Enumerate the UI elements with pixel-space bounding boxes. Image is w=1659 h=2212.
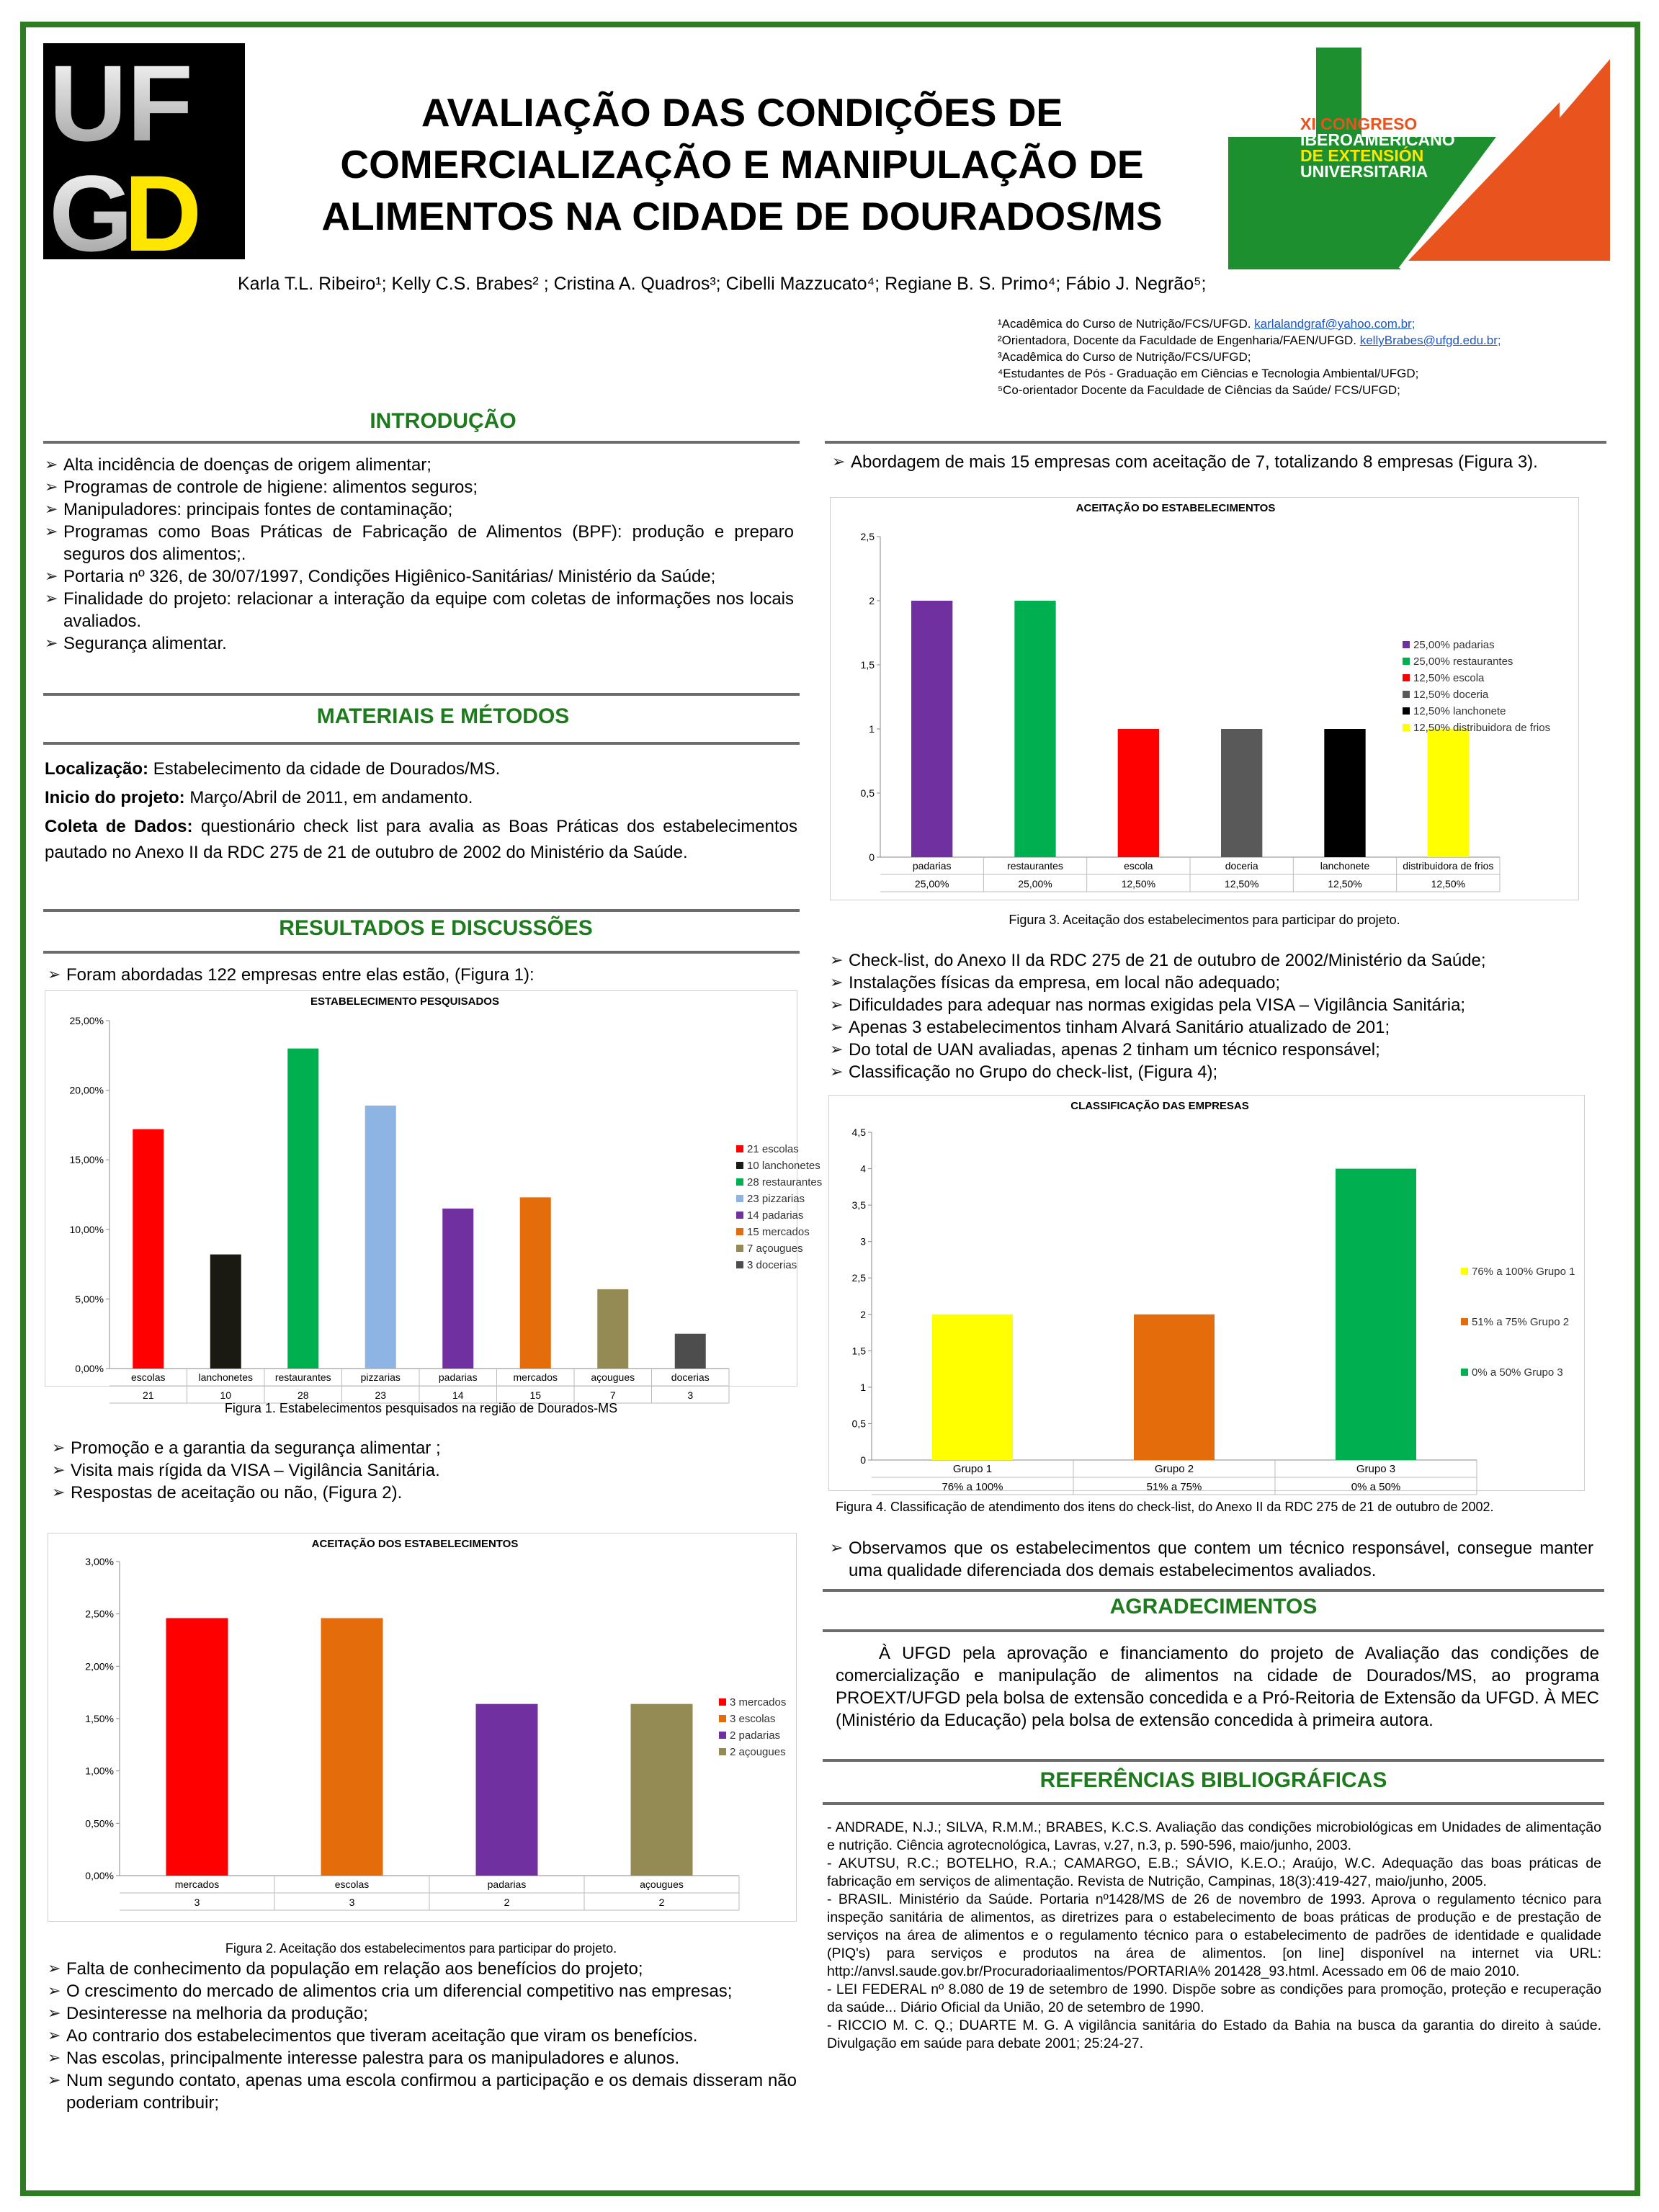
x-tick-label: pizzarias	[360, 1371, 401, 1383]
x-count-label: 2	[658, 1897, 665, 1908]
y-tick-label: 2,50%	[85, 1608, 114, 1620]
y-tick-label: 1	[869, 723, 875, 735]
x-count-label: 12,50%	[1121, 878, 1156, 890]
legend-label: 3 escolas	[730, 1713, 776, 1725]
reference-item: - RICCIO M. C. Q.; DUARTE M. G. A vigilância sanitária do Estado da Bahia na busca da garantia do direito à saúde. Divulgação em saúde para debate 2001; 25:24-27.	[827, 2018, 1601, 2051]
list-item: ➢ Programas como Boas Práticas de Fabricação de Alimentos (BPF): produção e preparo seguros dos alimentos;.	[45, 521, 794, 565]
chart-title: CLASSIFICAÇÃO DAS EMPRESAS	[1070, 1100, 1249, 1112]
chart-fig4	[828, 1095, 1585, 1491]
affiliation-2: ²Orientadora, Docente da Faculdade de Engenharia/FAEN/UFGD. kellyBrabes@ufgd.edu.br;	[998, 333, 1501, 347]
legend-swatch	[736, 1162, 743, 1169]
legend-label: 12,50% escola	[1413, 672, 1485, 684]
x-count-label: 3	[687, 1389, 694, 1401]
chart-bar	[287, 1049, 318, 1369]
x-tick-label: açougues	[591, 1371, 635, 1383]
chart-bar	[1428, 729, 1469, 857]
title-line-2: COMERCIALIZAÇÃO E MANIPULAÇÃO DE	[340, 142, 1144, 187]
chart-fig2	[48, 1533, 797, 1922]
refs-title: REFERÊNCIAS BIBLIOGRÁFICAS	[1039, 1768, 1387, 1792]
chart-fig3	[830, 497, 1579, 900]
x-count-label: 0% a 50%	[1351, 1481, 1401, 1493]
list-item: ➢ Num segundo contato, apenas uma escola confirmou a participação e os demais disseram não poderiam contribuir;	[48, 2069, 797, 2114]
x-tick-label: Grupo 3	[1356, 1463, 1396, 1475]
list-item: ➢ Ao contrario dos estabelecimentos que tiveram aceitação que viram os benefícios.	[48, 2025, 797, 2047]
right-list-top	[832, 451, 1578, 473]
x-tick-label: restaurantes	[1007, 860, 1063, 872]
y-tick-label: 0	[860, 1454, 866, 1466]
reference-item: - ANDRADE, N.J.; SILVA, R.M.M.; BRABES, K.C.S. Avaliação das condições microbiológicas em Unidades de alimentação e nutrição. Ciência agrotecnológica, Lavras, v.27, n.3, p. 590-596, maio/junho, 2003.	[827, 1819, 1601, 1853]
x-count-label: 76% a 100%	[942, 1481, 1003, 1493]
intro-rule	[43, 441, 800, 444]
svg-text:D: D	[124, 153, 202, 274]
chart-fig1	[45, 990, 823, 1401]
y-tick-label: 4,5	[851, 1127, 866, 1138]
y-tick-label: 10,00%	[69, 1223, 104, 1235]
x-count-label: 12,50%	[1431, 878, 1466, 890]
legend-swatch	[1403, 674, 1410, 681]
x-tick-label: escola	[1124, 860, 1153, 872]
chart-bar	[476, 1704, 538, 1876]
x-count-label: 12,50%	[1224, 878, 1259, 890]
email-link-1[interactable]: karlalandgraf@yahoo.com.br;	[1254, 317, 1416, 331]
chart-title: ACEITAÇÃO DOS ESTABELECIMENTOS	[311, 1538, 519, 1550]
y-tick-label: 2,5	[851, 1272, 866, 1284]
legend-swatch	[1403, 641, 1410, 648]
legend-label: 2 açougues	[730, 1746, 786, 1758]
affiliation-5: ⁵Co-orientador Docente da Faculdade de Ciências da Saúde/ FCS/UFGD;	[998, 383, 1400, 397]
legend-label: 14 padarias	[747, 1209, 804, 1222]
x-count-label: 28	[297, 1389, 309, 1401]
results-rule-top	[43, 909, 800, 912]
refs-rule	[823, 1802, 1604, 1805]
chart-bar	[1014, 601, 1055, 857]
results-list-3	[48, 1958, 797, 2114]
coleta-text: questionário check list para avalia as Boas Práticas dos estabelecimentos pautado no Anexo II da RDC 275 de 21 de outubro de 2002 do Ministério da Saúde.	[45, 817, 798, 862]
thanks-text: À UFGD pela aprovação e financiamento do projeto de Avaliação das condições de comercialização e manipulação de alimentos na cidade de Dourados/MS, ao programa PROEXT/UFGD pela bolsa de extensão concedida e a Pró-Reitoria de Extensão da UFGD. À MEC (Ministério da Educação) pela bolsa de extensão concedida à primeira autora.	[836, 1644, 1599, 1730]
list-item: ➢ Foram abordadas 122 empresas entre elas estão, (Figura 1):	[48, 964, 797, 986]
legend-swatch	[736, 1178, 743, 1186]
list-item: ➢ Falta de conhecimento da população em relação aos benefícios do projeto;	[48, 1958, 797, 1980]
x-count-label: 10	[220, 1389, 232, 1401]
y-tick-label: 3,5	[851, 1199, 866, 1212]
list-item: ➢ Nas escolas, principalmente interesse palestra para os manipuladores e alunos.	[48, 2047, 797, 2069]
y-tick-label: 1,5	[860, 659, 875, 671]
list-item: ➢ Abordagem de mais 15 empresas com aceitação de 7, totalizando 8 empresas (Figura 3).	[832, 451, 1578, 473]
list-item: ➢ Manipuladores: principais fontes de contaminação;	[45, 498, 794, 521]
intro-list	[45, 454, 794, 655]
chart-bar	[321, 1618, 383, 1876]
chart-bar	[166, 1618, 228, 1876]
x-tick-label: docerias	[671, 1371, 710, 1383]
start-text: Março/Abril de 2011, em andamento.	[184, 788, 473, 807]
legend-label: 15 mercados	[747, 1226, 810, 1238]
legend-swatch	[736, 1261, 743, 1268]
svg-text:G: G	[49, 153, 133, 274]
x-count-label: 3	[349, 1897, 355, 1908]
methods-title: MATERIAIS E MÉTODOS	[316, 704, 570, 728]
legend-swatch	[1403, 724, 1410, 731]
x-tick-label: padarias	[912, 860, 952, 872]
y-tick-label: 25,00%	[69, 1015, 104, 1026]
x-tick-label: padarias	[487, 1879, 527, 1890]
congress-line-1: XI CONGRESO	[1300, 115, 1418, 133]
legend-label: 12,50% doceria	[1413, 689, 1489, 701]
y-tick-label: 0,50%	[85, 1817, 114, 1830]
list-item: ➢ Do total de UAN avaliadas, apenas 2 tinham um técnico responsável;	[830, 1039, 1586, 1061]
list-item: ➢ Apenas 3 estabelecimentos tinham Alvará Sanitário atualizado de 201;	[830, 1016, 1586, 1039]
chart-bar	[442, 1209, 473, 1369]
results-rule	[43, 951, 800, 954]
chart-bar	[1336, 1169, 1416, 1460]
fig3-caption: Figura 3. Aceitação dos estabelecimentos para participar do projeto.	[1009, 913, 1400, 927]
poster-title	[238, 86, 1246, 242]
congress-line-2: IBEROAMERICANO	[1300, 130, 1455, 149]
fig4-caption: Figura 4. Classificação de atendimento dos itens do check-list, do Anexo II da RDC 275 de 21 de outubro de 2002.	[836, 1500, 1494, 1514]
y-tick-label: 2	[860, 1308, 866, 1320]
x-count-label: 25,00%	[1018, 878, 1052, 890]
x-tick-label: escolas	[131, 1371, 166, 1383]
affiliation-4: ⁴Estudantes de Pós - Graduação em Ciências e Tecnologia Ambiental/UFGD;	[998, 367, 1419, 380]
legend-label: 25,00% padarias	[1413, 639, 1495, 651]
legend-label: 3 docerias	[747, 1259, 797, 1271]
legend-swatch	[719, 1748, 726, 1755]
list-item: ➢ Observamos que os estabelecimentos que contem um técnico responsável, consegue manter uma qualidade diferenciada dos demais estabelecimentos avaliados.	[830, 1537, 1593, 1582]
chart-bar	[1134, 1315, 1215, 1460]
legend-swatch	[719, 1698, 726, 1706]
x-tick-label: mercados	[174, 1879, 220, 1890]
legend-label: 3 mercados	[730, 1696, 787, 1709]
chart-bar	[133, 1129, 164, 1369]
chart-bar	[1221, 729, 1262, 857]
list-item: ➢ Portaria nº 326, de 30/07/1997, Condições Higiênico-Sanitárias/ Ministério da Saúde;	[45, 565, 794, 588]
legend-swatch	[736, 1228, 743, 1235]
list-item: ➢ Alta incidência de doenças de origem alimentar;	[45, 454, 794, 476]
legend-label: 25,00% restaurantes	[1413, 655, 1513, 668]
ufgd-logo	[43, 42, 245, 274]
y-tick-label: 2,5	[860, 531, 875, 542]
congress-logo	[1228, 45, 1617, 269]
legend-label: 7 açougues	[747, 1242, 803, 1255]
legend-swatch	[1461, 1318, 1468, 1325]
legend-swatch	[1403, 691, 1410, 698]
x-count-label: 12,50%	[1328, 878, 1362, 890]
x-tick-label: Grupo 1	[952, 1463, 993, 1475]
list-item: ➢ Promoção e a garantia da segurança alimentar ;	[52, 1437, 794, 1459]
intro-title: INTRODUÇÃO	[370, 409, 517, 433]
y-tick-label: 1,5	[851, 1345, 866, 1357]
y-tick-label: 20,00%	[69, 1084, 104, 1096]
fig1-caption: Figura 1. Estabelecimentos pesquisados na região de Dourados-MS	[224, 1401, 618, 1415]
legend-label: 28 restaurantes	[747, 1176, 823, 1188]
reference-item: - LEI FEDERAL nº 8.080 de 19 de setembro de 1990. Dispõe sobre as condições para promoção, proteção e recuperação da saúde... Diário Oficial da União, 20 de setembro de 1990.	[827, 1982, 1601, 2015]
right-list-obs	[830, 1537, 1593, 1582]
list-item: ➢ O crescimento do mercado de alimentos cria um diferencial competitivo nas empresas;	[48, 1980, 797, 2002]
chart-bar	[520, 1197, 551, 1369]
legend-label: 21 escolas	[747, 1143, 799, 1155]
right-list-mid	[830, 949, 1586, 1083]
chart-bar	[365, 1106, 396, 1369]
legend-swatch	[736, 1145, 743, 1152]
right-rule-top	[825, 441, 1606, 444]
legend-swatch	[1461, 1369, 1468, 1376]
y-tick-label: 1,00%	[85, 1765, 114, 1777]
list-item: ➢ Classificação no Grupo do check-list, (Figura 4);	[830, 1061, 1586, 1083]
x-count-label: 25,00%	[914, 878, 949, 890]
legend-label: 23 pizzarias	[747, 1193, 805, 1205]
y-tick-label: 1	[860, 1381, 866, 1393]
x-tick-label: padarias	[438, 1371, 478, 1383]
legend-swatch	[736, 1195, 743, 1202]
x-tick-label: doceria	[1225, 860, 1258, 872]
svg-text:UF: UF	[49, 42, 193, 164]
legend-swatch	[719, 1732, 726, 1739]
list-item: ➢ Dificuldades para adequar nas normas exigidas pela VISA – Vigilância Sanitária;	[830, 994, 1586, 1016]
congress-line-3: DE EXTENSIÓN	[1300, 146, 1424, 165]
x-tick-label: lanchonete	[1320, 860, 1370, 872]
chart-bar	[932, 1315, 1013, 1460]
chart-bar	[1118, 729, 1159, 857]
y-tick-label: 0	[869, 851, 875, 863]
x-count-label: 3	[194, 1897, 200, 1908]
results-title: RESULTADOS E DISCUSSÕES	[279, 916, 593, 940]
methods-body	[45, 756, 797, 866]
y-tick-label: 3	[860, 1235, 866, 1248]
list-item: ➢ Instalações físicas da empresa, em local não adequado;	[830, 972, 1586, 994]
legend-label: 0% a 50% Grupo 3	[1472, 1366, 1563, 1379]
x-count-label: 21	[142, 1389, 154, 1401]
chart-title: ACEITAÇÃO DO ESTABELECIMENTOS	[1076, 502, 1276, 514]
y-tick-label: 0,00%	[85, 1870, 114, 1881]
results-list-1	[48, 964, 797, 986]
x-tick-label: açougues	[640, 1879, 684, 1890]
legend-swatch	[1461, 1268, 1468, 1275]
list-item: ➢ Desinteresse na melhoria da produção;	[48, 2002, 797, 2025]
authors: Karla T.L. Ribeiro¹; Kelly C.S. Brabes² ; Cristina A. Quadros³; Cibelli Mazzucato⁴; Regiane B. S. Primo⁴; Fábio J. Negrão⁵;	[238, 274, 1207, 294]
legend-swatch	[1403, 707, 1410, 715]
coleta-label: Coleta de Dados:	[45, 817, 193, 836]
x-count-label: 7	[609, 1389, 616, 1401]
legend-swatch	[736, 1245, 743, 1252]
congress-line-4: UNIVERSITARIA	[1300, 162, 1428, 181]
results-list-2	[52, 1437, 794, 1504]
legend-label: 51% a 75% Grupo 2	[1472, 1316, 1570, 1328]
legend-label: 12,50% distribuidora de frios	[1413, 722, 1551, 734]
y-tick-label: 0,00%	[75, 1363, 104, 1374]
list-item: ➢ Segurança alimentar.	[45, 632, 794, 655]
thanks-rule	[823, 1629, 1604, 1632]
x-count-label: 15	[529, 1389, 542, 1401]
x-count-label: 51% a 75%	[1146, 1481, 1202, 1493]
legend-label: 2 padarias	[730, 1729, 781, 1742]
reference-item: - BRASIL. Ministério da Saúde. Portaria nº1428/MS de 26 de novembro de 1993. Aprova o regulamento técnico para inspeção sanitária de alimentos, as diretrizes para o estabelecimento de boas práticas de produção e de prestação de serviços na área de alimentos e o regulamento técnico para o estabelecimento de padrões de identidade e qualidade (PIQ's) para serviços e produtos na área de alimentos. [on line] disponível na internet via URL: http://anvsl.saude.gov.br/Procuradoriaalimentos/PORTARIA% 201428_93.html. Acessado em 06 de maio 2010.	[827, 1891, 1601, 1979]
y-tick-label: 0,5	[860, 787, 875, 799]
legend-swatch	[719, 1715, 726, 1722]
list-item: ➢ Check-list, do Anexo II da RDC 275 de 21 de outubro de 2002/Ministério da Saúde;	[830, 949, 1586, 972]
loc-text: Estabelecimento da cidade de Dourados/MS.	[148, 759, 501, 779]
email-link-2[interactable]: kellyBrabes@ufgd.edu.br;	[1359, 333, 1501, 347]
loc-label: Localização:	[45, 759, 149, 779]
chart-title: ESTABELECIMENTO PESQUISADOS	[310, 995, 499, 1008]
legend-swatch	[736, 1212, 743, 1219]
x-tick-label: restaurantes	[274, 1371, 331, 1383]
x-tick-label: lanchonetes	[198, 1371, 254, 1383]
list-item: ➢ Programas de controle de higiene: alimentos seguros;	[45, 476, 794, 498]
y-tick-label: 3,00%	[85, 1556, 114, 1567]
y-tick-label: 5,00%	[75, 1293, 104, 1305]
y-tick-label: 15,00%	[69, 1154, 104, 1166]
y-tick-label: 4	[860, 1163, 866, 1175]
list-item: ➢ Finalidade do projeto: relacionar a interação da equipe com coletas de informações nos locais avaliados.	[45, 588, 794, 632]
list-item: ➢ Respostas de aceitação ou não, (Figura 2).	[52, 1482, 794, 1504]
x-tick-label: distribuidora de frios	[1403, 860, 1494, 872]
chart-bar	[911, 601, 952, 857]
fig2-caption: Figura 2. Aceitação dos estabelecimentos para participar do projeto.	[225, 1941, 617, 1956]
methods-rule	[43, 742, 800, 745]
refs-rule-top	[823, 1759, 1604, 1762]
thanks-title: AGRADECIMENTOS	[1109, 1595, 1318, 1618]
legend-label: 12,50% lanchonete	[1413, 705, 1506, 717]
x-count-label: 14	[452, 1389, 464, 1401]
references	[827, 1819, 1601, 2053]
x-count-label: 23	[375, 1389, 387, 1401]
title-line-3: ALIMENTOS NA CIDADE DE DOURADOS/MS	[321, 194, 1163, 238]
affiliations	[998, 315, 1617, 398]
x-tick-label: escolas	[334, 1879, 370, 1890]
legend-label: 10 lanchonetes	[747, 1160, 820, 1172]
reference-item: - AKUTSU, R.C.; BOTELHO, R.A.; CAMARGO, E.B.; SÁVIO, K.E.O.; Araújo, W.C. Adequação das boas práticas de fabricação em serviços de alimentação. Revista de Nutrição, Campinas, 18(3):419-427, maio/junho, 2005.	[827, 1855, 1601, 1889]
title-line-1: AVALIAÇÃO DAS CONDIÇÕES DE	[421, 90, 1063, 135]
chart-bar	[631, 1704, 693, 1876]
legend-label: 76% a 100% Grupo 1	[1472, 1266, 1575, 1278]
chart-bar	[1324, 729, 1365, 857]
thanks-rule-top	[823, 1589, 1604, 1592]
chart-bar	[597, 1289, 628, 1369]
methods-rule-top	[43, 693, 800, 696]
affiliation-1: ¹Acadêmica do Curso de Nutrição/FCS/UFGD. karlalandgraf@yahoo.com.br;	[998, 317, 1416, 331]
y-tick-label: 1,50%	[85, 1713, 114, 1724]
x-tick-label: Grupo 2	[1154, 1463, 1194, 1475]
legend-swatch	[1403, 658, 1410, 665]
y-tick-label: 0,5	[851, 1418, 866, 1430]
list-item: ➢ Visita mais rígida da VISA – Vigilância Sanitária.	[52, 1459, 794, 1482]
start-label: Inicio do projeto:	[45, 788, 185, 807]
y-tick-label: 2	[869, 595, 875, 606]
x-count-label: 2	[504, 1897, 510, 1908]
affiliation-3: ³Acadêmica do Curso de Nutrição/FCS/UFGD;	[998, 350, 1251, 364]
y-tick-label: 2,00%	[85, 1660, 114, 1673]
chart-bar	[675, 1334, 706, 1369]
x-tick-label: mercados	[513, 1371, 558, 1383]
chart-bar	[210, 1255, 241, 1369]
